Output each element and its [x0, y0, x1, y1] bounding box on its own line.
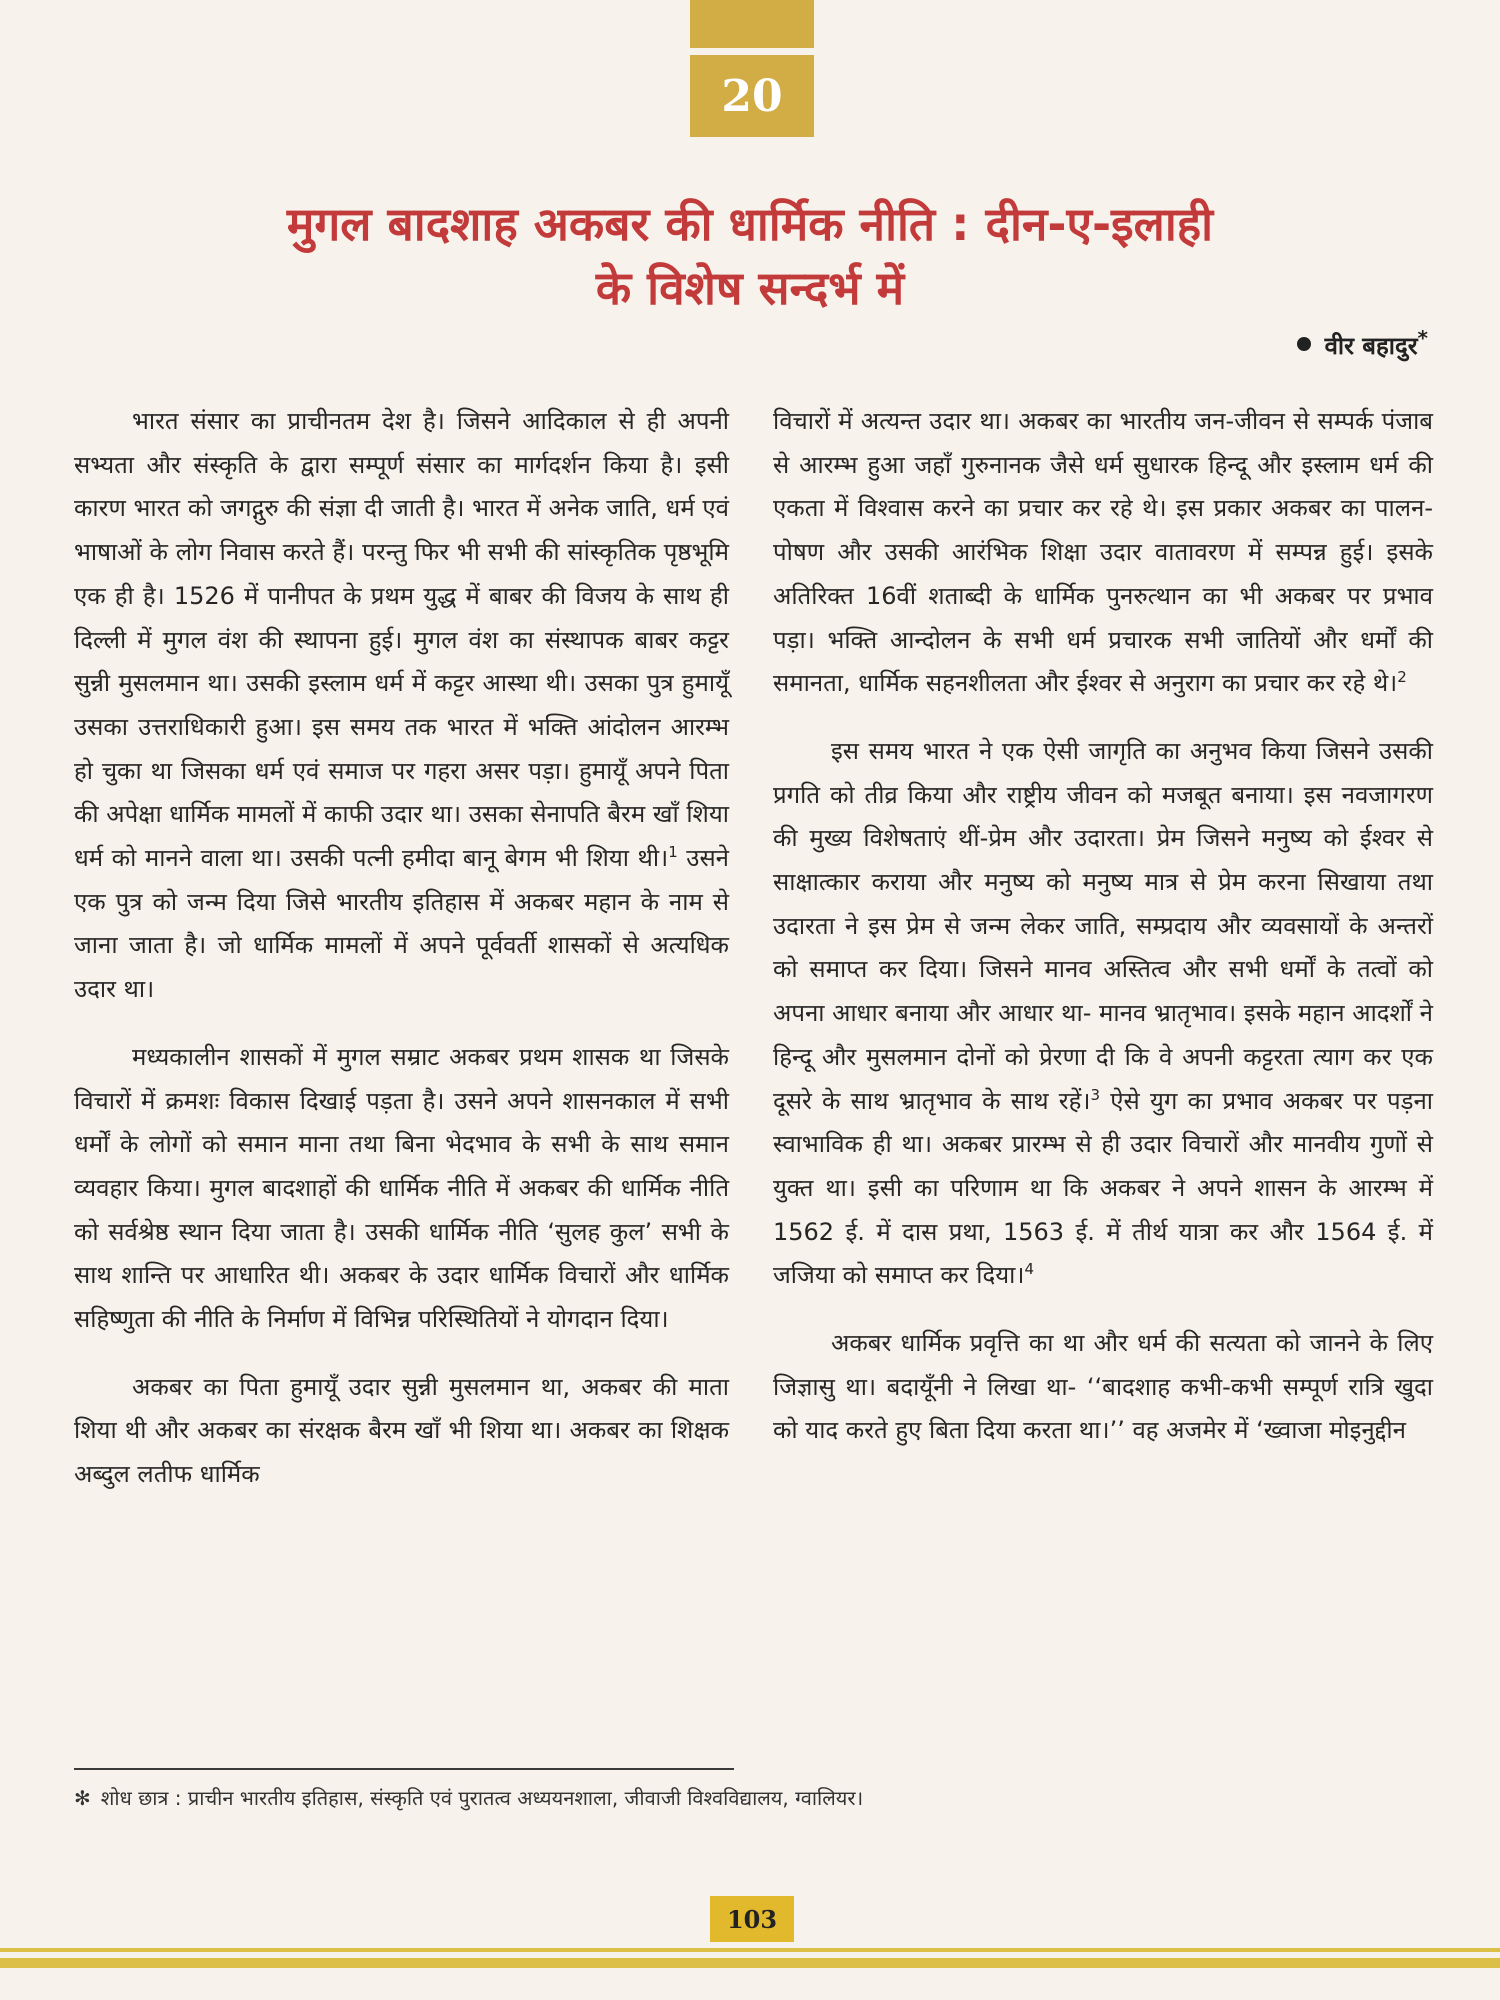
author-footnote-marker: *	[1417, 326, 1428, 350]
author-byline	[1297, 326, 1428, 362]
paragraph	[773, 730, 1433, 1298]
asterisk-icon: ✻	[74, 1786, 91, 1810]
footnote-divider	[74, 1768, 734, 1770]
paragraph-text: भारत संसार का प्राचीनतम देश है। जिसने आदिकाल से ही अपनी सभ्यता और संस्कृति के द्वारा सम्पूर्ण संसार का मार्गदर्शन किया है। इसी कारण भारत को जगद्गुरु की संज्ञा दी जाती है। भारत में अनेक जाति, धर्म एवं भाषाओं के लोग निवास करते हैं। परन्तु फिर भी सभी की सांस्कृतिक पृष्ठभूमि एक ही है। 1526 में पानीपत के प्रथम युद्ध में बाबर की विजय के साथ ही दिल्ली में मुगल वंश की स्थापना हुई। मुगल वंश का संस्थापक बाबर कट्टर सुन्नी मुसलमान था। उसकी इस्लाम धर्म में कट्टर आस्था थी। उसका पुत्र हुमायूँ उसका उत्तराधिकारी हुआ। इस समय तक भारत में भक्ति आंदोलन आरम्भ हो चुका था जिसका धर्म एवं समाज पर गहरा असर पड़ा। हुमायूँ अपने पिता की अपेक्षा धार्मिक मामलों में काफी उदार था। उसका सेनापति बैरम खाँ शिया धर्म को मानने वाला था। उसकी पत्नी हमीदा बानू बेगम भी शिया थी।	[74, 407, 729, 873]
paragraph: अकबर का पिता हुमायूँ उदार सुन्नी मुसलमान था, अकबर की माता शिया थी और अकबर का संरक्षक बैरम खाँ भी शिया था। अकबर का शिक्षक अब्दुल लतीफ धार्मिक	[74, 1372, 729, 1489]
paragraph-text: ऐसे युग का प्रभाव अकबर पर पड़ना स्वाभाविक ही था। अकबर प्रारम्भ से ही उदार विचारों और मानवीय गुणों से युक्त था। इसी का परिणाम था कि अकबर ने अपने शासन के आरम्भ में 1562 ई. में दास प्रथा, 1563 ई. में तीर्थ यात्रा कर और 1564 ई. में जजिया को समाप्त कर दिया।	[773, 1086, 1433, 1290]
paragraph-continued	[773, 400, 1433, 706]
footnote-ref: 3	[1090, 1085, 1100, 1104]
right-column	[773, 400, 1433, 1477]
article-title	[100, 192, 1400, 320]
footer-rule	[0, 1948, 1500, 1952]
paragraph	[74, 400, 729, 1012]
paragraph-text: उसने एक पुत्र को जन्म दिया जिसे भारतीय इतिहास में अकबर महान के नाम से जाना जाता है। जो धार्मिक मामलों में अपने पूर्ववर्ती शासकों से अत्यधिक उदार था।	[74, 844, 730, 1004]
footnote-ref: 4	[1024, 1260, 1034, 1279]
footnote-ref: 1	[668, 843, 678, 862]
footnote-text: शोध छात्र : प्राचीन भारतीय इतिहास, संस्कृति एवं पुरातत्व अध्ययनशाला, जीवाजी विश्वविद्यालय, ग्वालियर।	[100, 1786, 864, 1810]
paragraph-text: इस समय भारत ने एक ऐसी जागृति का अनुभव किया जिसने उसकी प्रगति को तीव्र किया और राष्ट्रीय जीवन को मजबूत बनाया। इस नवजागरण की मुख्य विशेषताएं थीं-प्रेम और उदारता। प्रेम जिसने मनुष्य को ईश्वर से साक्षात्कार कराया और मनुष्य को मनुष्य मात्र से प्रेम करना सिखाया तथा उदारता ने इस प्रेम से जन्म लेकर जाति, सम्प्रदाय और व्यवसायों के अन्तरों को समाप्त कर दिया। जिसने मानव अस्तित्व और सभी धर्मों के तत्वों को अपना आधार बनाया और आधार था- मानव भ्रातृभाव। इसके महान आदर्शों ने हिन्दू और मुसलमान दोनों को प्रेरणा दी कि वे अपनी कट्टरता त्याग कर एक दूसरे के साथ भ्रातृभाव के साथ रहें।	[773, 736, 1433, 1115]
paragraph: अकबर धार्मिक प्रवृत्ति का था और धर्म की सत्यता को जानने के लिए जिज्ञासु था। बदायूँनी ने लिखा था- ‘‘बादशाह कभी-कभी सम्पूर्ण रात्रि खुदा को याद करते हुए बिता दिया करता था।’’ वह अजमेर में ‘ख्वाजा मोइनुद्दीन	[773, 1329, 1433, 1445]
author-name: वीर बहादुर	[1324, 332, 1418, 360]
footer-rule-thick	[0, 1958, 1500, 1968]
bullet-icon	[1297, 337, 1311, 351]
paragraph: मध्यकालीन शासकों में मुगल सम्राट अकबर प्रथम शासक था जिसके विचारों में क्रमशः विकास दिखाई पड़ता है। उसने अपने शासनकाल में सभी धर्मों के लोगों को समान माना तथा बिना भेदभाव के सभी के साथ समान व्यवहार किया। मुगल बादशाहों की धार्मिक नीति में अकबर की धार्मिक नीति को सर्वश्रेष्ठ स्थान दिया जाता है। उसकी धार्मिक नीति ‘सुलह कुल’ सभी के साथ शान्ति पर आधारित थी। अकबर के उदार धार्मिक विचारों और धार्मिक सहिष्णुता की नीति के निर्माण में विभिन्न परिस्थितियों ने योगदान दिया।	[74, 1042, 729, 1334]
article-title-line-1: मुगल बादशाह अकबर की धार्मिक नीति : दीन-ए-इलाही	[286, 197, 1214, 251]
chapter-header-strip	[690, 0, 814, 48]
chapter-number: 20	[690, 55, 814, 137]
footnote-ref: 2	[1397, 668, 1407, 687]
article-title-line-2: के विशेष सन्दर्भ में	[595, 261, 905, 315]
paragraph-text: विचारों में अत्यन्त उदार था। अकबर का भारतीय जन-जीवन से सम्पर्क पंजाब से आरम्भ हुआ जहाँ गुरुनानक जैसे धर्म सुधारक हिन्दू और इस्लाम धर्म की एकता में विश्वास करने का प्रचार कर रहे थे। इस प्रकार अकबर का पालन-पोषण और उसकी आरंभिक शिक्षा उदार वातावरण में सम्पन्न हुई। इसके अतिरिक्त 16वीं शताब्दी के धार्मिक पुनरुत्थान का भी अकबर पर प्रभाव पड़ा। भक्ति आन्दोलन के सभी धर्म प्रचारक सभी जातियों और धर्मों की समानता, धार्मिक सहनशीलता और ईश्वर से अनुराग का प्रचार कर रहे थे।	[773, 407, 1433, 698]
left-column	[74, 400, 729, 1521]
footnote	[74, 1784, 1424, 1811]
page-number: 103	[710, 1896, 794, 1942]
